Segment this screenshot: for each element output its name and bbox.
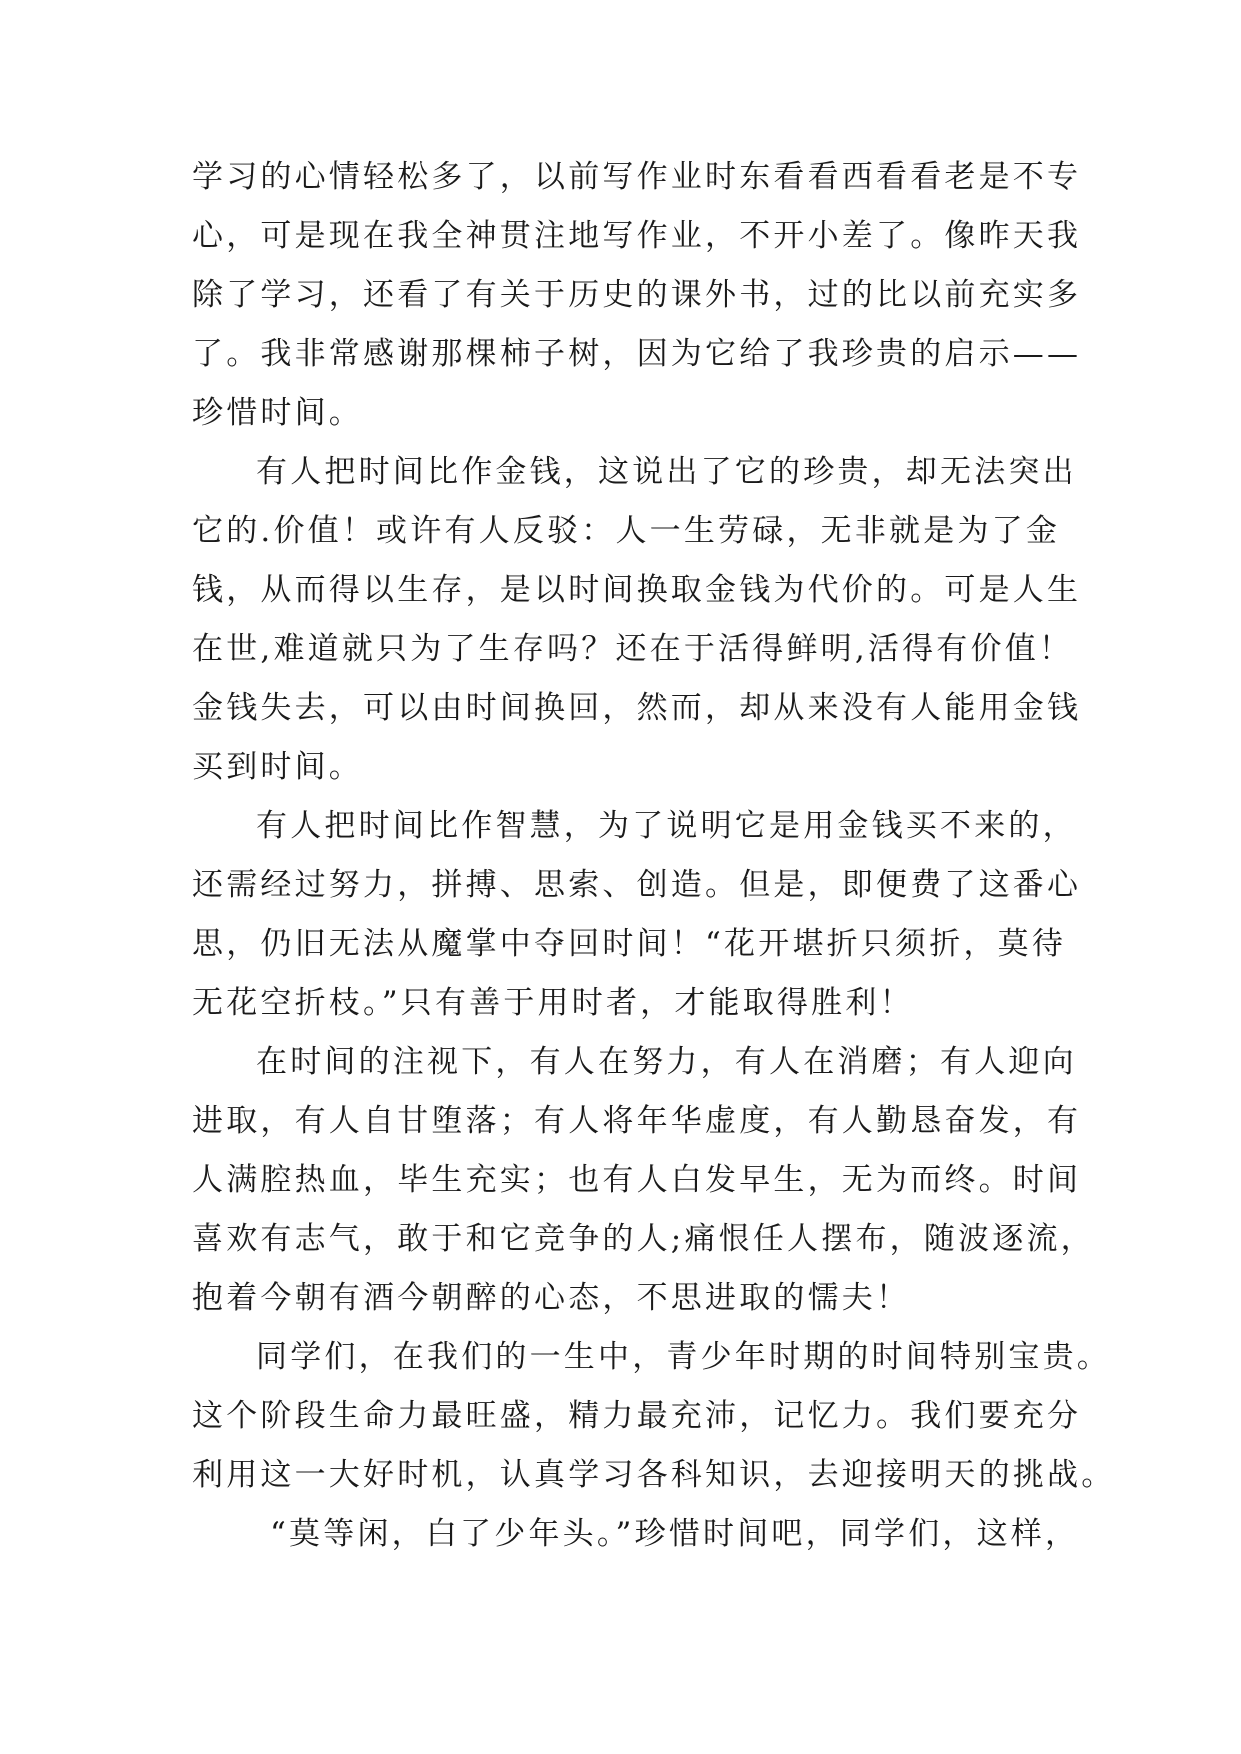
text-line: 买到时间。 <box>192 749 363 785</box>
text-line: 珍惜时间。 <box>192 395 363 431</box>
paragraph-first-line: “莫等闲，白了少年头。”珍惜时间吧，同学们，这样， <box>270 1516 1080 1552</box>
text-line: 还需经过努力，拼搏、思索、创造。但是，即便费了这番心 <box>192 867 1082 903</box>
text-line: 了。我非常感谢那棵柿子树，因为它给了我珍贵的启示—— <box>192 336 1082 372</box>
text-line: 钱，从而得以生存，是以时间换取金钱为代价的。可是人生 <box>192 572 1082 608</box>
body-text <box>192 148 1116 1564</box>
text-line: 利用这一大好时机，认真学习各科知识，去迎接明天的挑战。 <box>192 1457 1116 1493</box>
paragraph-first-line: 有人把时间比作金钱，这说出了它的珍贵，却无法突出 <box>256 454 1077 490</box>
text-line: 进取，有人自甘堕落；有人将年华虚度，有人勤恳奋发，有 <box>192 1103 1082 1139</box>
paragraph-first-line: 在时间的注视下，有人在努力，有人在消磨；有人迎向 <box>256 1044 1077 1080</box>
text-line: 在世,难道就只为了生存吗？还在于活得鲜明,活得有价值！ <box>192 631 1074 667</box>
text-line: 除了学习，还看了有关于历史的课外书，过的比以前充实多 <box>192 277 1082 313</box>
paragraph-first-line: 同学们，在我们的一生中，青少年时期的时间特别宝贵。 <box>256 1339 1111 1375</box>
text-line: 心，可是现在我全神贯注地写作业，不开小差了。像昨天我 <box>192 218 1082 254</box>
paragraph-first-line: 有人把时间比作智慧，为了说明它是用金钱买不来的， <box>256 808 1077 844</box>
text-line: 金钱失去，可以由时间换回，然而，却从来没有人能用金钱 <box>192 690 1082 726</box>
text-line: 无花空折枝。”只有善于用时者，才能取得胜利！ <box>192 985 914 1021</box>
text-line: 喜欢有志气，敢于和它竞争的人;痛恨任人摆布，随波逐流， <box>192 1221 1095 1257</box>
text-line: 这个阶段生命力最旺盛，精力最充沛，记忆力。我们要充分 <box>192 1398 1082 1434</box>
text-line: 人满腔热血，毕生充实；也有人白发早生，无为而终。时间 <box>192 1162 1082 1198</box>
text-line: 思，仍旧无法从魔掌中夺回时间！“花开堪折只须折，莫待 <box>192 926 1067 962</box>
text-line: 抱着今朝有酒今朝醉的心态，不思进取的懦夫！ <box>192 1280 911 1316</box>
text-line: 它的.价值！或许有人反驳：人一生劳碌，无非就是为了金 <box>192 513 1061 549</box>
text-line: 学习的心情轻松多了，以前写作业时东看看西看看老是不专 <box>192 159 1082 195</box>
